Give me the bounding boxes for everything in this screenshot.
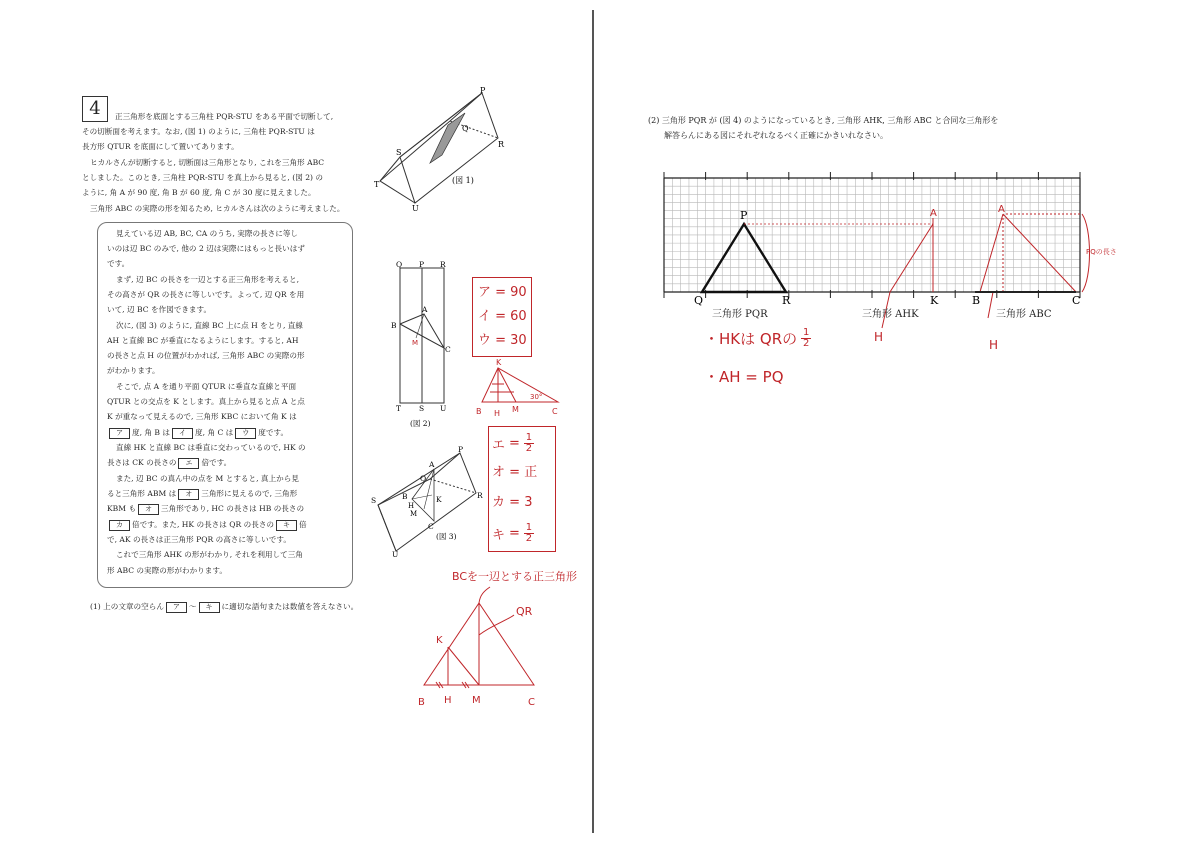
fig1-label-p: P	[480, 86, 486, 95]
intro-line: 三角形 ABC の実際の形を知るため, ヒカルさんは次のように考えました。	[90, 204, 345, 213]
box-line: QTUR との交点を K とします。真上から見ると点 A と点	[107, 397, 305, 406]
note-ah: ・AH = PQ	[704, 368, 784, 386]
hand-sketch-kbc	[474, 354, 566, 422]
blank-e: エ	[178, 458, 199, 469]
answers-a: ア = 90 イ = 60 ウ = 30	[478, 285, 527, 348]
blank-a: ア	[109, 428, 130, 439]
svg-text:S: S	[419, 404, 425, 413]
triangle-pqr	[702, 224, 786, 292]
caption-ahk: 三角形 AHK	[862, 309, 919, 320]
svg-text:R: R	[440, 260, 446, 269]
blank-ki: キ	[276, 520, 297, 531]
box-line: まず, 辺 BC の長さを一辺とする正三角形を考えると,	[116, 275, 300, 284]
question-1: (1) 上の文章の空らん ア 〜 キ に適切な語句または数値を答えなさい。	[90, 602, 359, 611]
svg-text:Q: Q	[694, 294, 704, 307]
svg-text:Q: Q	[420, 474, 427, 483]
svg-text:K: K	[436, 495, 442, 504]
caption-abc: 三角形 ABC	[996, 309, 1052, 320]
box-line: そこで, 点 A を通り平面 QTUR に垂直な直線と平面	[116, 382, 297, 391]
svg-text:C: C	[428, 522, 434, 531]
blank-o: オ	[178, 489, 199, 500]
question-2: (2) 三角形 PQR が (図 4) のようになっているとき, 三角形 AHK, 三角形 ABC と合同な三角形を 解答らんにある図にそれぞれなるべく正確にかきいれなさい。	[648, 116, 999, 140]
fig1-label-t: T	[374, 180, 380, 189]
box-line-blanks: 長さは CK の長さの エ 倍です。	[107, 458, 232, 467]
figure-1-prism	[370, 85, 510, 213]
svg-text:Q: Q	[396, 260, 403, 269]
fig1-label-r: R	[498, 140, 505, 149]
box-line-blanks: ると三角形 ABM は オ 三角形に見えるので, 三角形	[107, 489, 298, 498]
intro-line: ように, 角 A が 90 度, 角 B が 60 度, 角 C が 30 度に見えました。	[82, 188, 316, 197]
svg-text:K: K	[436, 635, 443, 646]
svg-text:U: U	[392, 550, 399, 559]
figure-3	[368, 445, 498, 557]
fig1-label-s: S	[396, 148, 402, 157]
svg-text:C: C	[1072, 294, 1081, 307]
intro-line: としました。このとき, 三角柱 PQR-STU を真上から見ると, (図 2) の	[82, 173, 324, 182]
svg-text:A: A	[422, 305, 428, 314]
svg-text:P: P	[740, 209, 748, 222]
fig3-caption: (図 3)	[436, 532, 457, 541]
fig2-caption: (図 2)	[410, 419, 431, 428]
box-line: いのは辺 BC のみで, 他の 2 辺は実際にはもっと長いはず	[107, 244, 305, 253]
box-line-blanks: カ 倍です。また, HK の長さは QR の長さの キ 倍	[107, 519, 307, 531]
box-line: がわかります。	[107, 366, 160, 375]
svg-text:M: M	[512, 405, 519, 414]
fig1-caption: (図 1)	[452, 176, 474, 185]
page-divider	[592, 10, 594, 833]
box-line: です。	[107, 259, 130, 268]
box-line: 直線 HK と直線 BC は垂直に交わっているので, HK の	[116, 443, 306, 452]
svg-text:S: S	[371, 496, 377, 505]
intro-line: その切断面を考えます。なお, (図 1) のように, 三角柱 PQR-STU は	[82, 127, 315, 136]
svg-text:K: K	[930, 294, 939, 307]
svg-text:B: B	[972, 294, 981, 307]
figure-2-top-view	[388, 258, 468, 430]
box-line: これで三角形 AHK の形がわかり, それを利用して三角	[116, 550, 303, 559]
svg-text:H: H	[444, 695, 452, 706]
label-h-abc: H	[989, 338, 999, 352]
intro-line: 正三角形を底面とする三角柱 PQR-STU をある平面で切断して,	[115, 112, 334, 121]
svg-text:B: B	[418, 697, 425, 708]
blank-i: イ	[172, 428, 193, 439]
svg-text:M: M	[412, 339, 419, 347]
box-line: 見えている辺 AB, BC, CA のうち, 実際の長さに等し	[116, 229, 299, 238]
note-bc-equilateral: BCを一辺とする正三角形	[452, 570, 578, 583]
hand-sketch-equilateral	[410, 585, 550, 710]
intro-line: 長方形 QTUR を底面にして置いてあります。	[82, 142, 239, 151]
svg-text:R: R	[782, 294, 791, 307]
svg-text:B: B	[402, 492, 408, 501]
question-number: 4	[82, 96, 108, 122]
svg-text:30°: 30°	[530, 393, 543, 401]
note-qr: QR	[516, 605, 533, 618]
blank-u: ウ	[235, 428, 256, 439]
svg-text:H: H	[494, 409, 501, 418]
intro-line: ヒカルさんが切断すると, 切断面は三角形となり, これを三角形 ABC	[90, 158, 325, 167]
label-h-ahk: H	[874, 330, 884, 344]
svg-text:K: K	[496, 358, 502, 367]
svg-text:T: T	[396, 404, 402, 413]
svg-text:B: B	[391, 321, 397, 330]
svg-text:B: B	[476, 407, 482, 416]
svg-text:P: P	[458, 445, 464, 454]
svg-text:M: M	[410, 510, 418, 518]
svg-text:C: C	[552, 407, 558, 416]
box-line: で, AK の長さは正三角形 PQR の高さに等しいです。	[107, 535, 291, 544]
box-line: AH と直線 BC が垂直になるようにします。すると, AH	[107, 336, 299, 345]
svg-text:U: U	[440, 404, 447, 413]
box-line-blanks: KBM も オ 三角形であり, HC の長さは HB の長さの	[107, 504, 305, 513]
answers-b: エ = 1 2 オ = 正 カ = 3 キ = 1 2	[492, 431, 538, 544]
box-line-blanks: ア 度, 角 B は イ 度, 角 C は ウ 度です。	[107, 427, 288, 439]
svg-text:C: C	[445, 345, 451, 354]
fig1-label-u: U	[412, 204, 419, 213]
svg-text:R: R	[477, 491, 483, 500]
caption-pqr: 三角形 PQR	[712, 309, 768, 320]
note-hk: ・HKは QRの 1 2	[704, 327, 810, 349]
fig1-label-q: Q	[462, 124, 469, 133]
box-line: の長さと点 H の位置がわかれば, 三角形 ABC の実際の形	[107, 351, 305, 360]
svg-text:A: A	[429, 460, 435, 469]
box-line: K が重なって見えるので, 三角形 KBC において角 K は	[107, 412, 297, 421]
box-line: いて, 辺 BC を作図できます。	[107, 305, 212, 314]
box-line: 形 ABC の実際の形がわかります。	[107, 566, 227, 575]
svg-text:A: A	[998, 204, 1005, 215]
svg-text:C: C	[528, 697, 535, 708]
box-line: その高さが QR の長さに等しいです。よって, 辺 QR を用	[107, 290, 305, 299]
svg-text:M: M	[472, 695, 481, 706]
svg-text:H: H	[408, 502, 415, 510]
blank-ka: カ	[109, 520, 130, 531]
box-line: 次に, (図 3) のように, 直線 BC 上に点 H をとり, 直線	[116, 321, 303, 330]
answer-grid-figure-4	[650, 168, 1117, 328]
box-line: また, 辺 BC の真ん中の点を M とすると, 真上から見	[116, 474, 299, 483]
pq-length-note: PQの長さ	[1086, 248, 1117, 256]
svg-text:A: A	[930, 208, 937, 219]
svg-text:P: P	[419, 260, 425, 269]
